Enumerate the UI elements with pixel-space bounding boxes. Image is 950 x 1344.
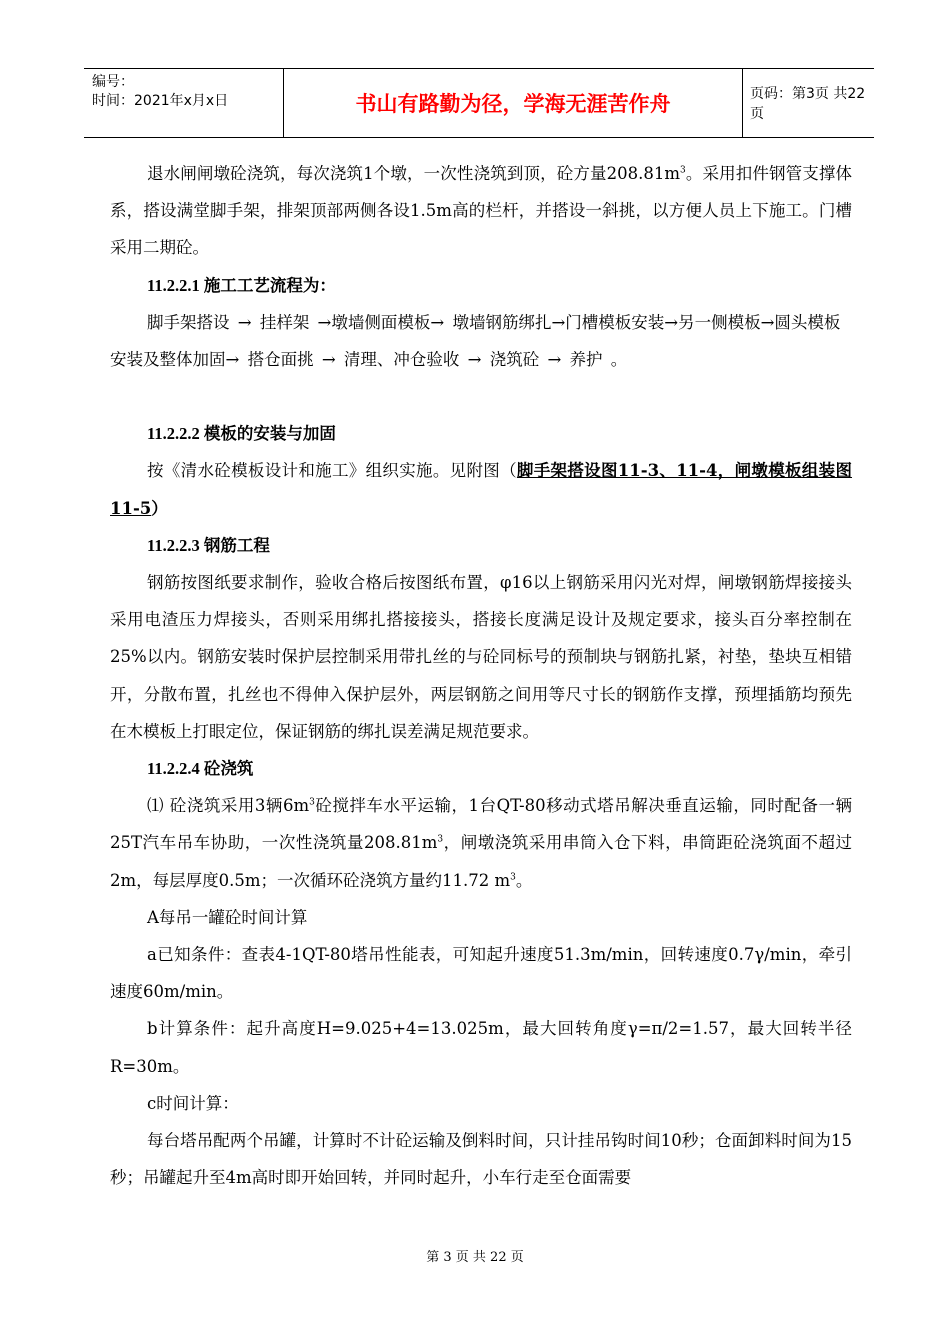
paragraph: a已知条件：查表4-1QT-80塔吊性能表，可知起升速度51.3m/min，回转速度0.7γ/min，牵引速度60m/min。: [110, 945, 852, 1002]
header-motto: 书山有路勤为径，学海无涯苦作舟: [355, 92, 671, 116]
text: ⑴ 砼浇筑采用3辆6m: [147, 796, 310, 816]
number-label: 编号：: [92, 74, 134, 90]
text: 砼搅拌车水平运输，1台QT-80移动式塔吊解决垂直运输，同时配备一辆25T汽车吊车协助，一次性浇筑量208.81m: [110, 796, 852, 853]
section-heading: 11.2.2.1 施工工艺流程为：: [147, 275, 336, 295]
text: 。: [515, 870, 533, 890]
superscript: 3: [679, 165, 686, 176]
section-heading: 11.2.2.2 模板的安装与加固: [147, 424, 336, 444]
paragraph: c时间计算：: [147, 1093, 239, 1113]
header-page-label: 页码：第3页 共22页: [750, 86, 866, 122]
page-header: [84, 68, 874, 138]
paragraph: [110, 787, 852, 899]
header-meta: [92, 73, 284, 133]
document-body: [110, 155, 852, 1196]
text: 退水闸闸墩砼浇筑，每次浇筑1个墩，一次性浇筑到顶，砼方量208.81m: [147, 164, 680, 183]
paragraph: [110, 452, 852, 526]
section-heading: 11.2.2.3 钢筋工程: [147, 535, 270, 555]
time-label: 时间：2021年x月x日: [92, 93, 229, 109]
section-heading: 11.2.2.4 砼浇筑: [147, 759, 254, 779]
process-flow: 脚手架搭设 → 挂样架 →墩墙侧面模板→ 墩墙钢筋绑扎→门槽模板安装→另一侧模板→圆头模板安装及整体加固→ 搭仓面挑 → 清理、冲仓验收 → 浇筑砼 → 养护 。: [110, 312, 841, 370]
superscript: 3: [437, 834, 444, 845]
figure-reference-link[interactable]: 脚手架搭设图11-3、11-4，闸墩模板组装图11-5: [110, 461, 853, 518]
paragraph: [110, 155, 852, 267]
text: 按《清水砼模板设计和施工》组织实施。见附图（: [147, 461, 517, 481]
text: ，闸墩浇筑采用串筒入仓下料，串筒距砼浇筑面不超过2m，每层厚度0.5m；一次循环砼浇筑方量约11.72 m: [110, 833, 852, 890]
text: ）: [151, 498, 168, 518]
paragraph: 钢筋按图纸要求制作，验收合格后按图纸布置，φ16以上钢筋采用闪光对焊，闸墩钢筋焊接接头采用电渣压力焊接头，否则采用绑扎搭接接头，搭接长度满足设计及规定要求，接头百分率控制在25%以内。钢筋安装时保护层控制采用带扎丝的与砼同标号的预制块与钢筋扎紧，衬垫，垫块互相错开，分散布置，扎丝也不得伸入保护层外，两层钢筋之间用等尺寸长的钢筋作支撑，预埋插筋均预先在木模板上打眼定位，保证钢筋的绑扎误差满足规范要求。: [110, 573, 852, 741]
text: 。采用扣件钢管支撑体系，搭设满堂脚手架，排架顶部两侧各设1.5m高的栏杆，并搭设一斜挑，以方便人员上下施工。门槽采用二期砼。: [110, 164, 853, 258]
paragraph: b计算条件：起升高度H=9.025+4=13.025m，最大回转角度γ=π/2=1.57，最大回转半径R=30m。: [110, 1019, 852, 1076]
header-divider: [742, 69, 743, 137]
superscript: 3: [309, 797, 315, 808]
paragraph: 每台塔吊配两个吊罐，计算时不计砼运输及倒料时间，只计挂吊钩时间10秒；仓面卸料时间为15秒；吊罐起升至4m高时即开始回转，并同时起升，小车行走至仓面需要: [110, 1131, 852, 1188]
page-footer: 第 3 页 共 22 页: [426, 1250, 524, 1265]
spacer: [110, 378, 852, 415]
superscript: 3: [510, 872, 516, 883]
paragraph: A每吊一罐砼时间计算: [147, 907, 308, 927]
